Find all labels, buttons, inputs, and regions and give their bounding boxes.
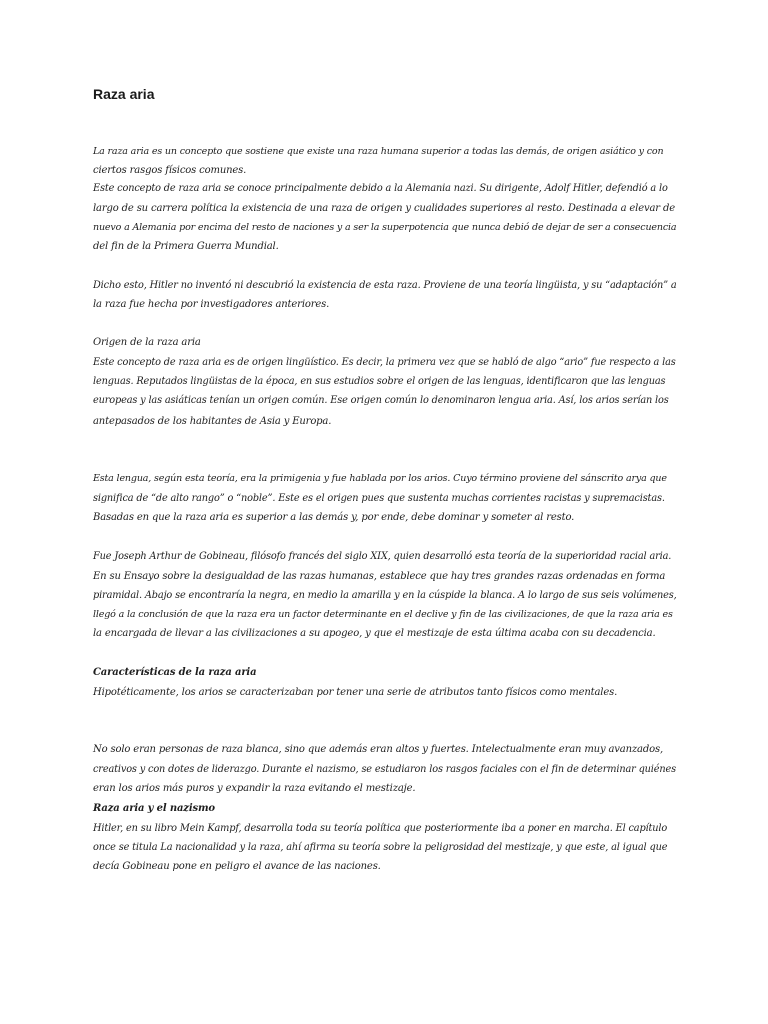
body-text-line: llegó a la conclusión de que la raza era un factor determinante en el declive y fin de las civilizaciones, de que la raza aria es [93, 609, 673, 620]
body-text-line: Basadas en que la raza aria es superior a las demás y, por ende, debe dominar y someter al resto. [93, 512, 575, 523]
body-text-line: La raza aria es un concepto que sostiene que existe una raza humana superior a todas las demás, de origen asiático y con [93, 146, 664, 157]
section-heading: Características de la raza aria [93, 667, 257, 678]
body-text-line: Este concepto de raza aria es de origen lingüístico. Es decir, la primera vez que se habló de algo “ario” fue respecto a las [93, 357, 676, 368]
body-text-line: Fue Joseph Arthur de Gobineau, filósofo francés del siglo XIX, quien desarrolló esta teoría de la superioridad racial aria. [93, 551, 672, 562]
body-text-line: largo de su carrera política la existencia de una raza de origen y cualidades superiores al resto. Destinada a elevar de [93, 203, 675, 214]
body-text-line: eran los arios más puros y expandir la raza evitando el mestizaje. [93, 783, 416, 794]
body-text-line: Hitler, en su libro Mein Kampf, desarrolla toda su teoría política que posteriormente iba a poner en marcha. El capítulo [93, 823, 668, 834]
body-text-line: creativos y con dotes de liderazgo. Durante el nazismo, se estudiaron los rasgos faciales con el fin de determinar quiénes [93, 764, 677, 775]
body-text-line: piramidal. Abajo se encontraría la negra, en medio la amarilla y en la cúspide la blanca. A lo largo de sus seis volúmenes, [93, 590, 677, 601]
section-heading: Raza aria y el nazismo [93, 803, 215, 814]
body-text-line: antepasados de los habitantes de Asia y Europa. [93, 416, 332, 427]
body-text-line: Este concepto de raza aria se conoce principalmente debido a la Alemania nazi. Su dirigente, Adolf Hitler, defendió a lo [93, 183, 668, 194]
body-text-line: Origen de la raza aria [93, 337, 201, 348]
body-text-line: Esta lengua, según esta teoría, era la primigenia y fue hablada por los arios. Cuyo término proviene del sánscrito arya que [93, 473, 667, 484]
body-text-line: lenguas. Reputados lingüistas de la época, en sus estudios sobre el origen de las lenguas, identificaron que las lenguas [93, 376, 666, 387]
body-text-line: significa de “de alto rango” o “noble”. Este es el origen pues que sustenta muchas corrientes racistas y supremacistas. [93, 493, 665, 504]
body-text-line: No solo eran personas de raza blanca, sino que además eran altos y fuertes. Intelectualmente eran muy avanzados, [93, 744, 663, 755]
body-text-line: del fin de la Primera Guerra Mundial. [93, 241, 279, 252]
body-text-line: decía Gobineau pone en peligro el avance de las naciones. [93, 861, 381, 872]
body-text-line: Dicho esto, Hitler no inventó ni descubrió la existencia de esta raza. Proviene de una teoría lingüista, y su “adaptación” a [93, 280, 677, 291]
body-text-line: Hipotéticamente, los arios se caracterizaban por tener una serie de atributos tanto físicos como mentales. [93, 687, 618, 698]
body-text-line: europeas y las asiáticas tenían un origen común. Ese origen común lo denominaron lengua aria. Así, los arios serían los [93, 395, 669, 406]
body-text-line: once se titula La nacionalidad y la raza, ahí afirma su teoría sobre la peligrosidad del mestizaje, y que este, al igual que [93, 842, 668, 853]
body-text-line: ciertos rasgos físicos comunes. [93, 165, 247, 176]
body-text-line: la raza fue hecha por investigadores anteriores. [93, 299, 330, 310]
body-text-line: la encargada de llevar a las civilizaciones a su apogeo, y que el mestizaje de esta última acaba con su decadencia. [93, 628, 656, 639]
body-text-line: nuevo a Alemania por encima del resto de naciones y a ser la superpotencia que nunca debió de dejar de ser a consecuencia [93, 222, 677, 233]
body-text-line: En su Ensayo sobre la desigualdad de las razas humanas, establece que hay tres grandes razas ordenadas en forma [93, 571, 666, 582]
document-title: Raza aria [93, 86, 155, 102]
